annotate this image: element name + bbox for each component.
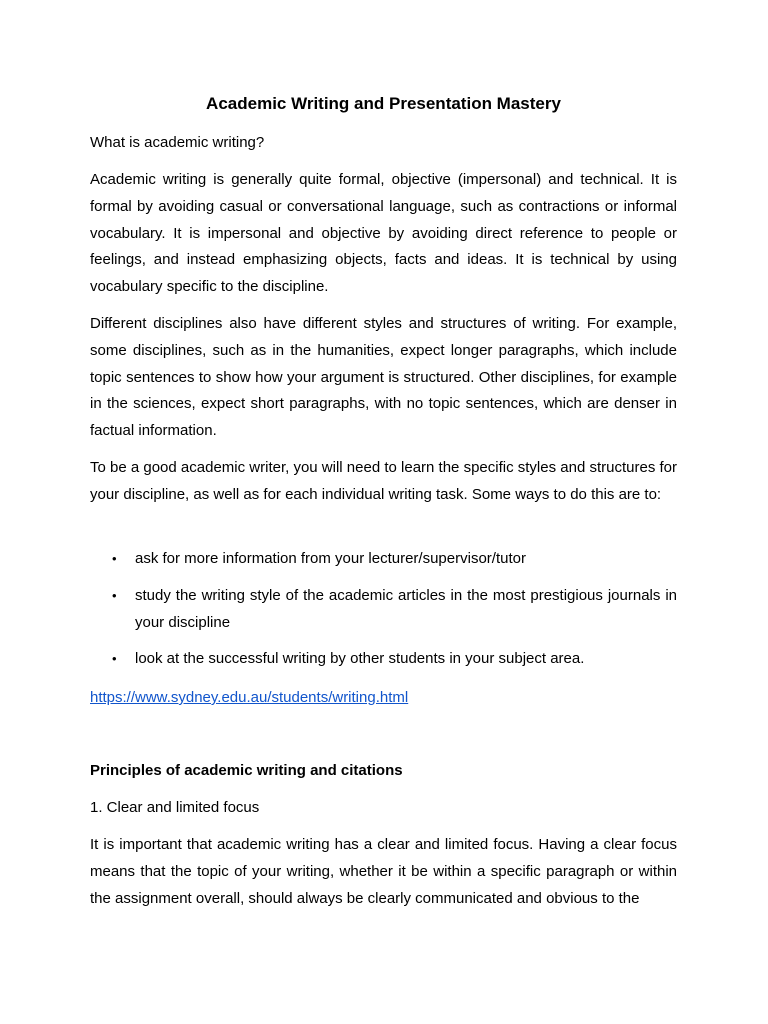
- paragraph-definition: Academic writing is generally quite formal, objective (impersonal) and technical. It is formal by avoiding casual or conversational language, such as contractions or informal vocabulary. It is impersonal and objective by avoiding direct reference to people or feelings, and instead emphasizing objects, facts and ideas. It is technical by using vocabulary specific to the discipline.: [90, 171, 677, 296]
- list-item: [90, 583, 677, 637]
- paragraph-good-writer: To be a good academic writer, you will need to learn the specific styles and structures for your discipline, as well as for each individual writing task. Some ways to do this are to:: [90, 459, 677, 503]
- list-item-text: study the writing style of the academic articles in the most prestigious journals in your discipline: [135, 586, 677, 631]
- question-heading: What is academic writing?: [90, 134, 265, 151]
- paragraph-clear-focus: It is important that academic writing has a clear and limited focus. Having a clear focus means that the topic of your writing, whether it be within a specific paragraph or within the assignment overall, should always be clearly communicated and obvious to the: [90, 836, 677, 907]
- list-item: [90, 546, 677, 573]
- bullet-icon: •: [112, 651, 117, 667]
- paragraph-disciplines: Different disciplines also have different styles and structures of writing. For example, some disciplines, such as in the humanities, expect longer paragraphs, which include topic sentences to show how your argument is structured. Other disciplines, for example in the sciences, expect short paragraphs, with no topic sentences, which are denser in factual information.: [90, 315, 677, 440]
- sydney-writing-link[interactable]: https://www.sydney.edu.au/students/writing.html: [90, 689, 409, 706]
- list-item-text: ask for more information from your lecturer/supervisor/tutor: [135, 550, 526, 567]
- document-title: Academic Writing and Presentation Mastery: [206, 94, 561, 113]
- section-heading: Principles of academic writing and citations: [90, 762, 403, 779]
- tips-list: [90, 546, 677, 683]
- list-item: [90, 646, 677, 673]
- bullet-icon: •: [112, 551, 117, 566]
- document-page: [90, 0, 677, 1024]
- subheading-clear-focus: 1. Clear and limited focus: [90, 799, 260, 816]
- list-item-text: look at the successful writing by other students in your subject area.: [135, 650, 585, 668]
- bullet-icon: •: [112, 587, 117, 603]
- link-paragraph: [90, 685, 677, 712]
